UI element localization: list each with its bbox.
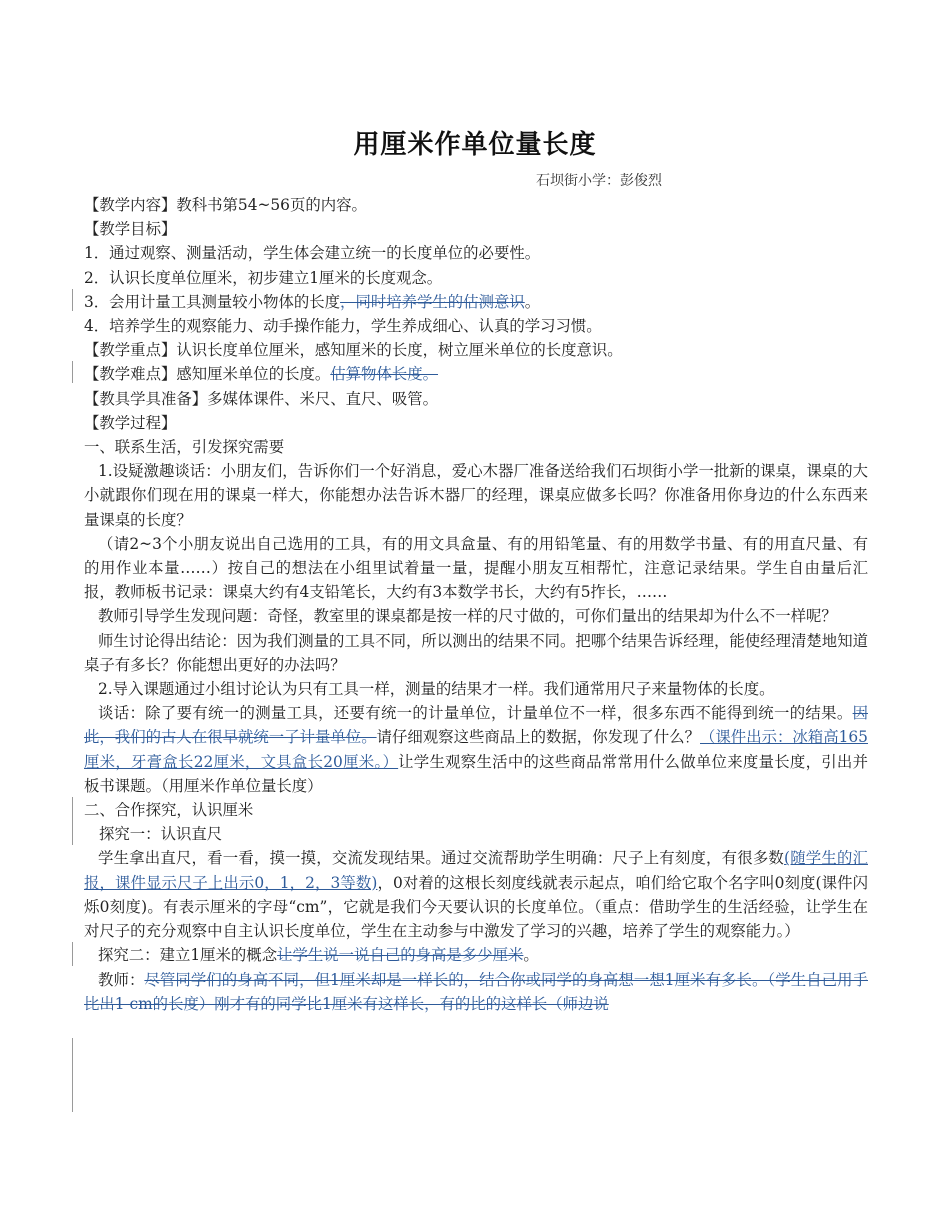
punctuation: 。 [523, 946, 539, 965]
inserted-text: (随学生的汇报，课件显示尺子上出示0，1，2，3等数) [84, 849, 868, 892]
inserted-text: （课件出示：冰箱高165厘米，牙膏盒长22厘米，文具盒长20厘米。） [84, 728, 868, 771]
paragraph: 教师引导学生发现问题：奇怪，教室里的课桌都是按一样的尺寸做的，可你们量出的结果却为什么不一样呢？ [98, 607, 837, 626]
section-heading: 二、合作探究，认识厘米 [84, 801, 254, 820]
paragraph: 师生讨论得出结论：因为我们测量的工具不同，所以测出的结果不同。把哪个结果告诉经理，能使经理清楚地知道桌子有多长？你能想出更好的办法吗？ [84, 631, 868, 674]
punctuation: 。 [524, 292, 541, 311]
paragraph-text: 学生拿出直尺，看一看，摸一摸，交流发现结果。通过交流帮助学生明确：尺子上有刻度，有很多数 [98, 849, 785, 868]
deleted-text: 尽管同学们的身高不同，但1厘米却是一样长的，结合你或同学的身高想一想1厘米有多长。（学生自己用手比出1 cm的长度）刚才有的同学比1厘米有这样长，有的比的这样长（师边说 [84, 970, 868, 1013]
paragraph: （请2~3个小朋友说出自己选用的工具，有的用文具盒量、有的用铅笔量、有的用数学书量、有的用直尺量、有的用作业本量……）按自己的想法在小组里试着量一量，提醒小朋友互相帮忙，注意记录结果。学生自由量后汇报，教师板书记录：课桌大约有4支铅笔长，大约有3本数学书长，大约有5拃长，…… [84, 534, 868, 602]
revision-change-bar [72, 289, 73, 311]
subsection-text: 探究二：建立1厘米的概念 [98, 946, 278, 965]
deleted-text: 让学生说一说自己的身高是多少厘米 [277, 946, 524, 965]
paragraph-text: 让学生观察生活中的这些商品常常用什么做单位来度量长度，引出并板书课题。（用厘米作单位量长度） [84, 752, 868, 795]
revision-change-bar [72, 361, 73, 383]
subsection-heading: 探究一：认识直尺 [99, 825, 223, 844]
paragraph: 1.设疑激趣谈话：小朋友们，告诉你们一个好消息，爱心木器厂准备送给我们石坝街小学一批新的课桌，课桌的大小就跟你们现在用的课桌一样大，你能想办法告诉木器厂的经理，课桌应做多长吗？你准备用你身边的什么东西来量课桌的长度？ [84, 462, 868, 529]
process-heading: 【教学过程】 [84, 413, 177, 432]
goal-item: 1．通过观察、测量活动，学生体会建立统一的长度单位的必要性。 [84, 244, 541, 263]
document-title: 用厘米作单位量长度 [353, 130, 597, 160]
goal-item: 4．培养学生的观察能力、动手操作能力，学生养成细心、认真的学习习惯。 [84, 317, 602, 336]
paragraph [84, 701, 868, 798]
teaching-content: 【教学内容】教科书第54~56页的内容。 [84, 196, 367, 214]
goal-text: 3．会用计量工具测量较小物体的长度 [84, 292, 341, 311]
revision-change-bar [72, 1038, 73, 1112]
deleted-text: 估算物体长度。 [330, 365, 439, 384]
revision-change-bar [72, 797, 73, 845]
paragraph [84, 846, 868, 943]
tools-prep: 【教具学具准备】多媒体课件、米尺、直尺、吸管。 [84, 389, 438, 408]
key-point: 【教学重点】认识长度单位厘米，感知厘米的长度，树立厘米单位的长度意识。 [84, 341, 623, 360]
paragraph [84, 968, 868, 1016]
paragraph-text: 请仔细观察这些商品上的数据，你发现了什么？ [376, 728, 700, 747]
paragraph-text: 教师： [98, 970, 145, 989]
difficulty [84, 362, 868, 386]
goal-item: 2．认识长度单位厘米，初步建立1厘米的长度观念。 [84, 268, 443, 287]
revision-change-bar [72, 942, 73, 966]
paragraph: 2.导入课题通过小组讨论认为只有工具一样，测量的结果才一样。我们通常用尺子来量物体的长度。 [98, 680, 775, 699]
author-line: 石坝街小学：彭俊烈 [536, 173, 662, 189]
section-heading: 一、联系生活，引发探究需要 [84, 438, 285, 457]
paragraph-text: ，0对着的这根长刻度线就表示起点，咱们给它取个名字叫0刻度(课件闪烁0刻度)。有表示厘米的字母“cm”，它就是我们今天要认识的长度单位。（重点：借助学生的生活经验，让学生在对尺子的充分观察中自主认识长度单位，学生在主动参与中激发了学习的兴趣，培养了学生的观察能力。） [84, 873, 868, 941]
subsection-heading [84, 943, 868, 967]
goals-heading: 【教学目标】 [84, 220, 177, 239]
difficulty-text: 【教学难点】感知厘米单位的长度。 [84, 365, 331, 384]
paragraph-text: 谈话：除了要有统一的测量工具，还要有统一的计量单位，计量单位不一样，很多东西不能得到统一的结果。 [98, 704, 853, 723]
document-body [84, 193, 868, 1016]
deleted-text: ，同时培养学生的估测意识 [340, 292, 525, 311]
goal-item [84, 290, 868, 314]
deleted-text: 因此，我们的古人在很早就统一了计量单位。 [84, 704, 868, 747]
